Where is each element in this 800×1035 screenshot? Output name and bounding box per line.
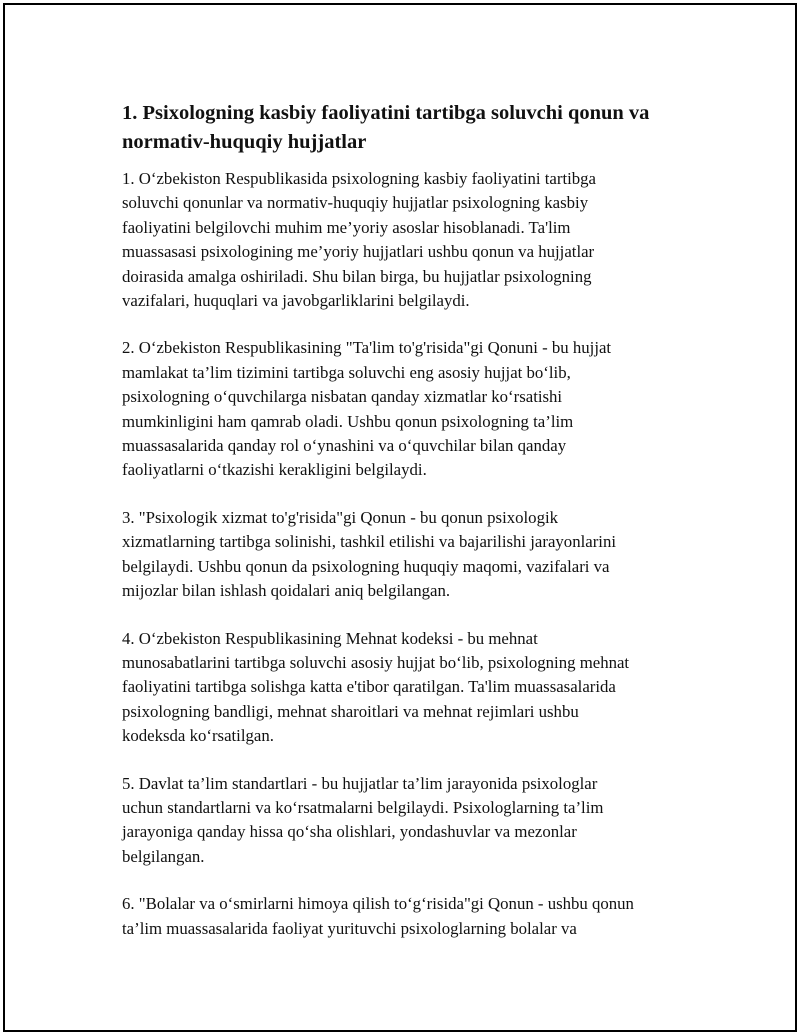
text-line: uchun standartlarni va ko‘rsatmalarni belgilaydi. Psixologlarning ta’lim (122, 797, 604, 817)
page-title (122, 99, 697, 157)
text-line: 3. "Psixologik xizmat to'g'risida"gi Qonun - bu qonun psixologik (122, 507, 559, 527)
text-line: vazifalari, huquqlari va javobgarliklarini belgilaydi. (122, 291, 470, 311)
text-line: belgilaydi. Ushbu qonun da psixologning huquqiy maqomi, vazifalari va (122, 556, 610, 576)
text-line: mijozlar bilan ishlash qoidalari aniq belgilangan. (122, 581, 451, 601)
text-line: munosabatlarini tartibga soluvchi asosiy hujjat bo‘lib, psixologning mehnat (122, 652, 630, 672)
text-line: 6. "Bolalar va o‘smirlarni himoya qilish to‘g‘risida"gi Qonun - ushbu qonun (122, 894, 634, 914)
text-line: muassasasi psixologining me’yoriy hujjatlari ushbu qonun va hujjatlar (122, 242, 595, 262)
text-line: belgilangan. (122, 846, 205, 866)
paragraph-5 (122, 772, 697, 870)
text-line: xizmatlarning tartibga solinishi, tashkil etilishi va bajarilishi jarayonlarini (122, 532, 617, 552)
title-line: 1. Psixologning kasbiy faoliyatini tartibga soluvchi qonun va (122, 102, 650, 124)
text-line: soluvchi qonunlar va normativ-huquqiy hujjatlar psixologning kasbiy (122, 193, 589, 213)
text-line: faoliyatlarni o‘tkazishi kerakligini belgilaydi. (122, 460, 427, 480)
paragraph-3 (122, 506, 697, 604)
text-line: 2. O‘zbekiston Respublikasining "Ta'lim to'g'risida"gi Qonuni - bu hujjat (122, 338, 612, 358)
text-line: psixologning bandligi, mehnat sharoitlari va mehnat rejimlari ushbu (122, 701, 579, 721)
text-line: mumkinligini ham qamrab oladi. Ushbu qonun psixologning ta’lim (122, 411, 574, 431)
page-frame (3, 3, 797, 1032)
text-line: 1. O‘zbekiston Respublikasida psixologning kasbiy faoliyatini tartibga (122, 169, 596, 188)
text-line: psixologning o‘quvchilarga nisbatan qanday xizmatlar ko‘rsatishi (122, 387, 563, 407)
document-body (122, 99, 697, 964)
title-line: normativ-huquqiy hujjatlar (122, 131, 367, 153)
text-line: 5. Davlat ta’lim standartlari - bu hujjatlar ta’lim jarayonida psixologlar (122, 773, 598, 793)
text-line: faoliyatini tartibga solishga katta e'tibor qaratilgan. Ta'lim muassasalarida (122, 677, 616, 697)
paragraph-2 (122, 336, 697, 482)
text-line: mamlakat ta’lim tizimini tartibga soluvchi eng asosiy hujjat bo‘lib, (122, 362, 571, 382)
text-line: kodeksda ko‘rsatilgan. (122, 726, 274, 746)
text-line: doirasida amalga oshiriladi. Shu bilan birga, bu hujjatlar psixologning (122, 266, 592, 286)
paragraph-1 (122, 167, 697, 313)
paragraph-6 (122, 892, 697, 941)
text-line: jarayoniga qanday hissa qo‘sha olishlari, yondashuvlar va mezonlar (122, 822, 577, 842)
text-line: ta’lim muassasalarida faoliyat yurituvchi psixologlarning bolalar va (122, 918, 577, 938)
text-line: muassasalarida qanday rol o‘ynashini va o‘quvchilar bilan qanday (122, 436, 567, 456)
text-line: 4. O‘zbekiston Respublikasining Mehnat kodeksi - bu mehnat (122, 628, 538, 648)
paragraph-4 (122, 627, 697, 749)
text-line: faoliyatini belgilovchi muhim me’yoriy asoslar hisoblanadi. Ta'lim (122, 217, 571, 237)
